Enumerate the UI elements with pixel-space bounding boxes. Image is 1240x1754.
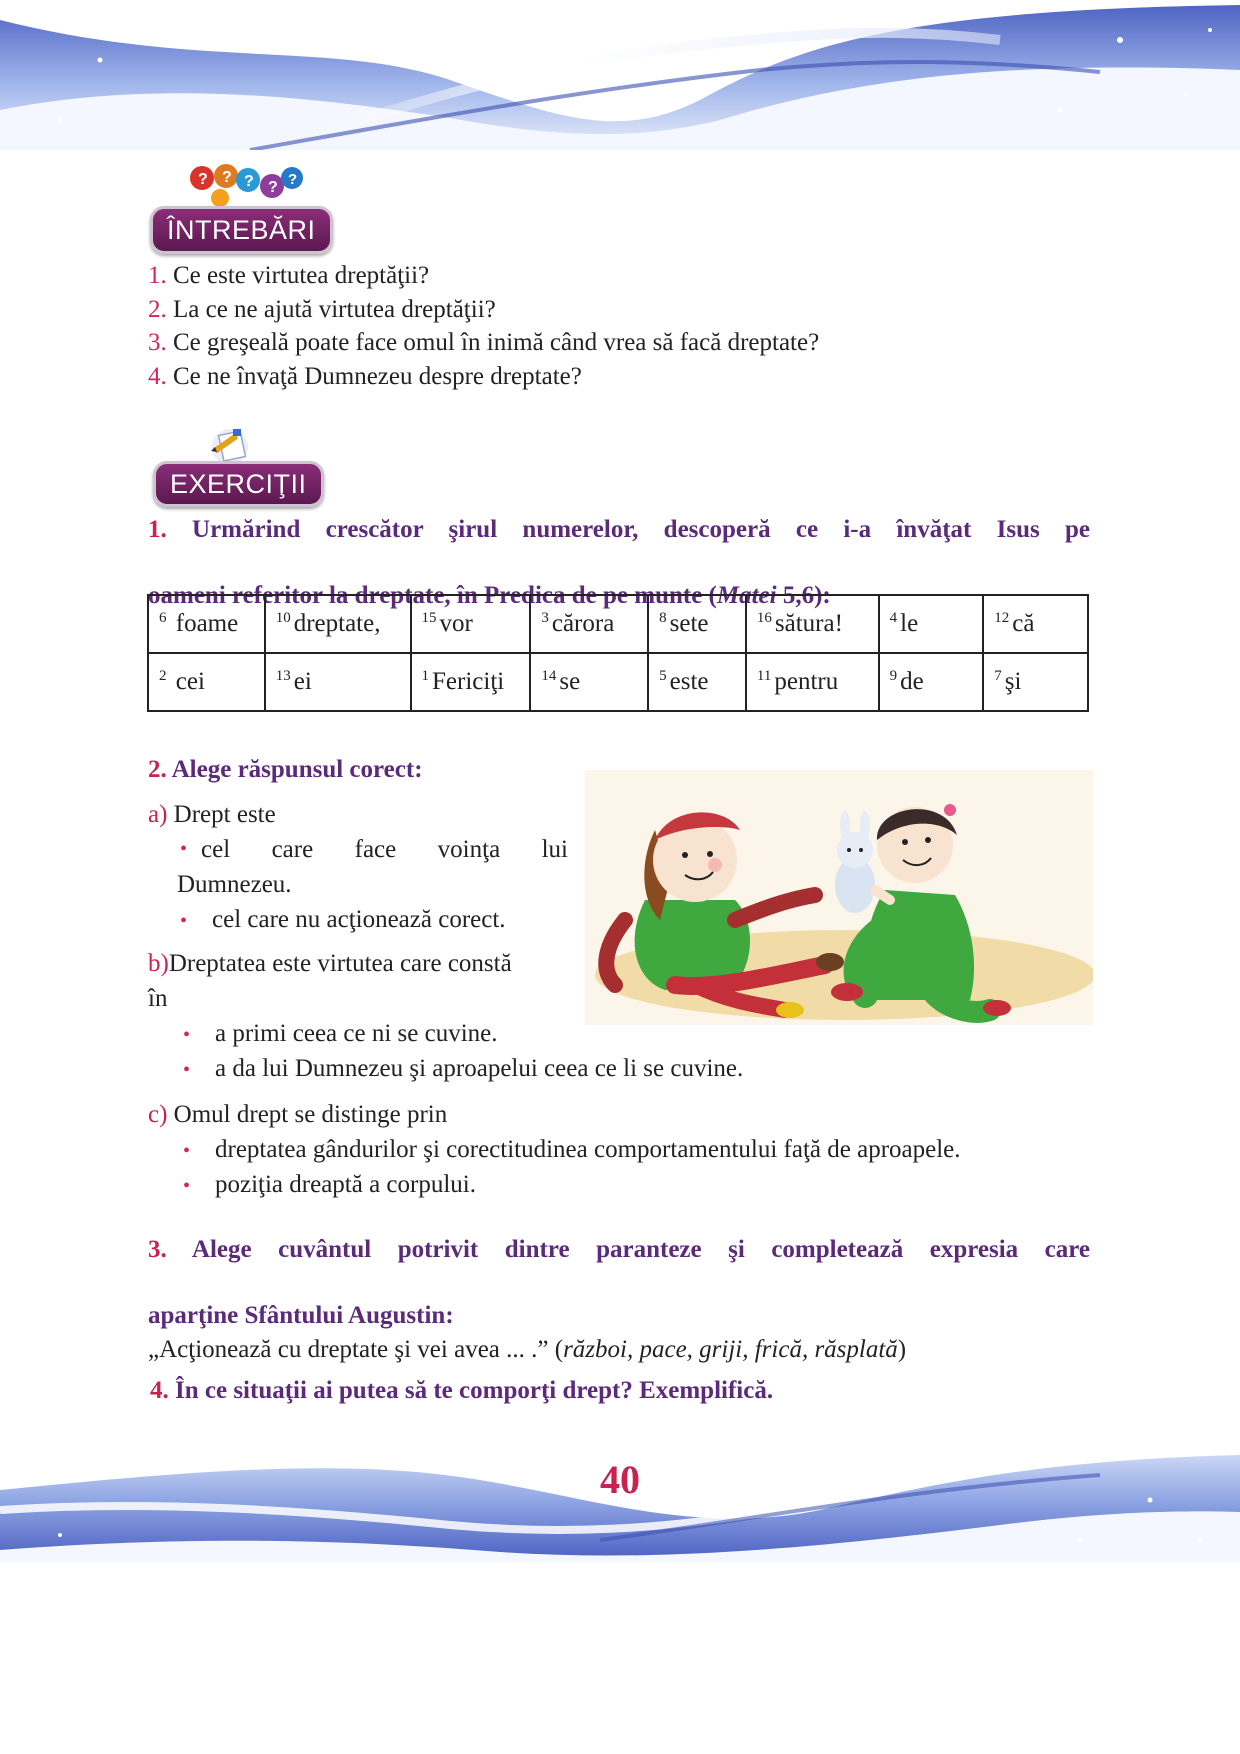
question-c: c) Omul drept se distinge prin — [148, 1101, 448, 1128]
exercise-1-line-1: 1. Urmărind crescător şirul numerelor, descoperă ce i-a învăţat Isus pe — [148, 516, 1090, 543]
table-cell: $^5$ este — [648, 653, 746, 711]
option-a1[interactable]: • cel care face voinţa lui — [180, 836, 568, 863]
question-a: a) Drept este — [148, 801, 276, 828]
table-cell: $^{10}$ dreptate, — [265, 595, 411, 653]
svg-text:?: ? — [268, 179, 278, 196]
table-row — [148, 595, 1088, 653]
table-cell: $^3$ cărora — [530, 595, 648, 653]
question-4: 4. Ce ne învaţă Dumnezeu despre dreptate? — [148, 362, 582, 390]
table-cell: $^8$ sete — [648, 595, 746, 653]
questions-badge-label: ÎNTREBĂRI — [150, 206, 333, 254]
table-cell: $^{14}$ se — [530, 653, 648, 711]
page-number: 40 — [600, 1457, 640, 1502]
question-3: 3. Ce greşeală poate face omul în inimă când vrea să facă dreptate? — [148, 329, 820, 356]
children-playing-illustration — [585, 770, 1093, 1025]
option-c2[interactable]: • poziţia dreaptă a corpului. — [183, 1171, 476, 1198]
question-bubbles-icon — [190, 162, 310, 210]
exercise-3-quote: „Acţionează cu dreptate şi vei avea ... .” (război, pace, griji, frică, răsplată) — [148, 1336, 907, 1363]
questions-badge — [150, 162, 325, 254]
number-word-table — [147, 594, 1089, 712]
svg-text:?: ? — [244, 173, 254, 190]
question-2: 2. La ce ne ajută virtutea dreptăţii? — [148, 295, 496, 323]
svg-text:?: ? — [222, 169, 232, 186]
table-cell: $^9$ de — [879, 653, 984, 711]
table-cell: $^6$ foame — [148, 595, 265, 653]
svg-text:?: ? — [288, 171, 298, 188]
question-b-continued: în — [148, 985, 168, 1012]
table-cell: $^7$ şi — [983, 653, 1088, 711]
exercise-3 — [148, 1233, 1090, 1367]
option-a1-continued: Dumnezeu. — [177, 871, 292, 898]
question-b: b)Dreptatea este virtutea care constă — [148, 950, 512, 977]
question-1: 1. Ce este virtutea dreptăţii? — [148, 262, 430, 289]
exercise-3-line-2: aparţine Sfântului Augustin: — [148, 1302, 454, 1329]
exercises-badge — [153, 425, 313, 507]
option-b1[interactable]: • a primi ceea ce ni se cuvine. — [183, 1020, 498, 1047]
exercise-2-title: 2. Alege răspunsul corect: — [148, 756, 423, 783]
table-cell: $^{16}$ sătura! — [746, 595, 879, 653]
table-cell: $^{11}$ pentru — [746, 653, 879, 711]
option-a2[interactable]: • cel care nu acţionează corect. — [180, 906, 506, 933]
table-cell: $^{13}$ ei — [265, 653, 411, 711]
table-cell: $^4$ le — [879, 595, 984, 653]
table-row — [148, 653, 1088, 711]
svg-text:?: ? — [198, 171, 208, 188]
option-b2[interactable]: • a da lui Dumnezeu şi aproapelui ceea ce li se cuvine. — [183, 1055, 744, 1082]
table-cell: $^{15}$ vor — [411, 595, 531, 653]
top-wave-banner — [0, 0, 1240, 150]
exercises-badge-label: EXERCIŢII — [153, 461, 324, 507]
exercise-4: 4. În ce situaţii ai putea să te comporţi drept? Exemplifică. — [150, 1377, 774, 1404]
table-cell: $^{12}$ că — [983, 595, 1088, 653]
questions-list — [148, 259, 819, 393]
table-cell: $^1$ Fericiţi — [411, 653, 531, 711]
option-c1[interactable]: • dreptatea gândurilor şi corectitudinea comportamentului faţă de aproapele. — [183, 1136, 961, 1163]
table-cell: $^2$ cei — [148, 653, 265, 711]
exercise-1-line-2: oameni referitor la dreptate, în Predica de pe munte (Matei 5,6): — [148, 582, 831, 609]
exercise-3-line-1: 3. Alege cuvântul potrivit dintre paranteze şi completează expresia care — [148, 1236, 1090, 1263]
